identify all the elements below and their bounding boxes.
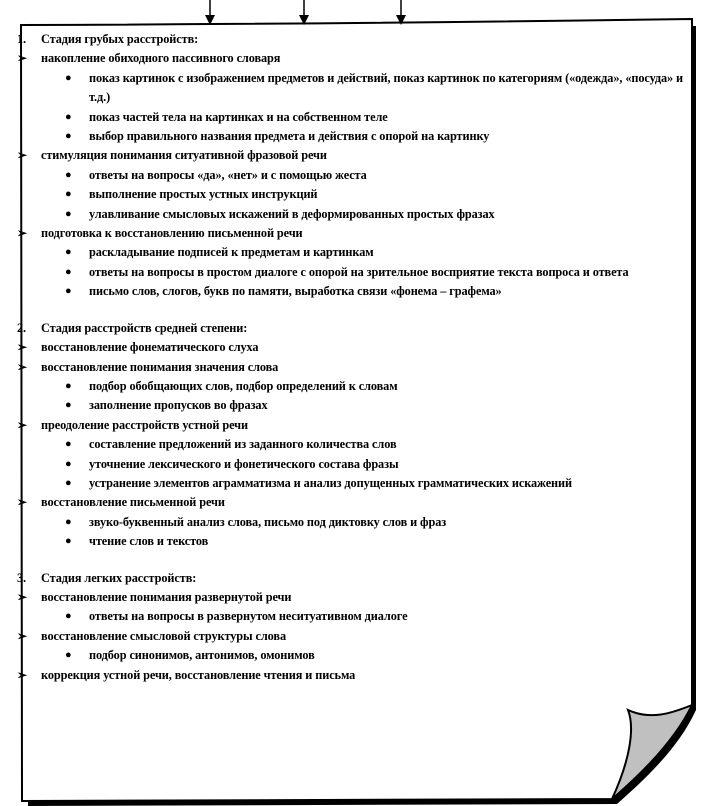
list-item [17,166,689,185]
list-item [17,532,689,551]
list-item-text: выполнение простых устных инструкций [89,187,318,202]
section-title: накопление обиходного пассивного словаря [41,51,281,66]
section-heading [17,588,689,607]
list-item [17,185,689,204]
round-bullet-icon: ● [65,610,72,623]
spacer [17,552,689,569]
list-item [17,377,689,396]
list-item-text: подбор синонимов, антонимов, омонимов [89,648,315,663]
list-item [17,646,689,665]
section-title: преодоление расстройств устной речи [41,417,248,432]
list-item [17,108,689,127]
list-item-text: устранение элементов аграмматизма и анализ допущенных грамматических искажений [89,475,573,490]
section-heading [17,358,689,377]
list-item [17,282,689,301]
document-text [17,30,689,685]
list-item-text: ответы на вопросы «да», «нет» и с помощью жеста [89,167,367,182]
round-bullet-icon: ● [65,207,72,220]
down-arrow-icon [203,0,217,26]
arrow-bullet-icon: ➢ [17,148,27,163]
round-bullet-icon: ● [65,379,72,392]
list-item-text: письмо слов, слогов, букв по памяти, выработка связи «фонема – графема» [89,284,502,299]
arrow-bullet-icon: ➢ [17,667,27,682]
list-item-text: выбор правильного названия предмета и действия с опорой на картинку [89,129,490,144]
list-item [17,243,689,262]
round-bullet-icon: ● [65,649,72,662]
down-arrow-icon [394,0,408,26]
round-bullet-icon: ● [65,168,72,181]
list-item [17,435,689,454]
section-title: стимуляция понимания ситуативной фразовой речи [41,148,327,163]
section-heading [17,338,689,357]
stage-number: 1. [17,32,27,46]
stage-title: Стадия расстройств средней степени: [41,320,248,335]
list-item [17,127,689,146]
section-heading [17,493,689,512]
arrow-bullet-icon: ➢ [17,495,27,510]
stage-number: 2. [17,320,27,335]
list-item-text: уточнение лексического и фонетического состава фразы [89,456,399,471]
section-heading [17,224,689,243]
arrow-bullet-icon: ➢ [17,589,27,604]
section-heading [17,416,689,435]
list-item-text: раскладывание подписей к предметам и картинкам [89,245,374,260]
list-item [17,513,689,532]
down-arrow-icon [297,0,311,26]
section-title: коррекция устной речи, восстановление чтения и письма [41,667,356,682]
round-bullet-icon: ● [65,110,72,123]
section-heading [17,666,689,685]
round-bullet-icon: ● [65,399,72,412]
list-item-text: звуко-буквенный анализ слова, письмо под диктовку слов и фраз [89,514,447,529]
section-heading [17,627,689,646]
stage-heading [17,569,689,588]
round-bullet-icon: ● [65,246,72,259]
section-heading [17,146,689,165]
stage-title: Стадия легких расстройств: [41,570,197,585]
list-item [17,205,689,224]
round-bullet-icon: ● [65,71,72,84]
section-title: подготовка к восстановлению письменной речи [41,226,303,241]
list-item-text: чтение слов и текстов [89,534,209,549]
arrow-bullet-icon: ➢ [17,51,27,66]
round-bullet-icon: ● [65,476,72,489]
list-item [17,455,689,474]
arrow-bullet-icon: ➢ [17,340,27,355]
section-title: восстановление фонематического слуха [41,340,259,355]
list-item [17,474,689,493]
section-title: восстановление понимания значения слова [41,359,279,374]
list-item-text: заполнение пропусков во фразах [89,398,268,413]
stage-number: 3. [17,570,27,585]
list-item-text: ответы на вопросы в развернутом неситуативном диалоге [89,609,408,624]
round-bullet-icon: ● [65,515,72,528]
round-bullet-icon: ● [65,438,72,451]
round-bullet-icon: ● [65,265,72,278]
section-heading [17,49,689,68]
round-bullet-icon: ● [65,130,72,143]
round-bullet-icon: ● [65,188,72,201]
spacer [17,302,689,319]
round-bullet-icon: ● [65,285,72,298]
list-item-text: подбор обобщающих слов, подбор определений к словам [89,378,398,393]
list-item [17,396,689,415]
stage-title: Стадия грубых расстройств: [41,32,199,46]
list-item-text: показ картинок с изображением предметов и действий, показ картинок по категориям («одежда», «посуда» и т.д.) [89,70,684,105]
arrow-bullet-icon: ➢ [17,226,27,241]
section-title: восстановление письменной речи [41,495,225,510]
stage-heading [17,319,689,338]
arrow-bullet-icon: ➢ [17,417,27,432]
arrow-bullet-icon: ➢ [17,628,27,643]
arrow-bullet-icon: ➢ [17,359,27,374]
stage-heading [17,30,689,49]
list-item [17,607,689,626]
section-title: восстановление смысловой структуры слова [41,628,287,643]
list-item-text: составление предложений из заданного количества слов [89,437,397,452]
list-item-text: показ частей тела на картинках и на собственном теле [89,109,388,124]
list-item [17,69,689,108]
list-item [17,263,689,282]
list-item-text: ответы на вопросы в простом диалоге с опорой на зрительное восприятие текста вопроса и ответа [89,264,629,279]
round-bullet-icon: ● [65,457,72,470]
section-title: восстановление понимания развернутой речи [41,589,292,604]
list-item-text: улавливание смысловых искажений в деформированных простых фразах [89,206,495,221]
round-bullet-icon: ● [65,535,72,548]
